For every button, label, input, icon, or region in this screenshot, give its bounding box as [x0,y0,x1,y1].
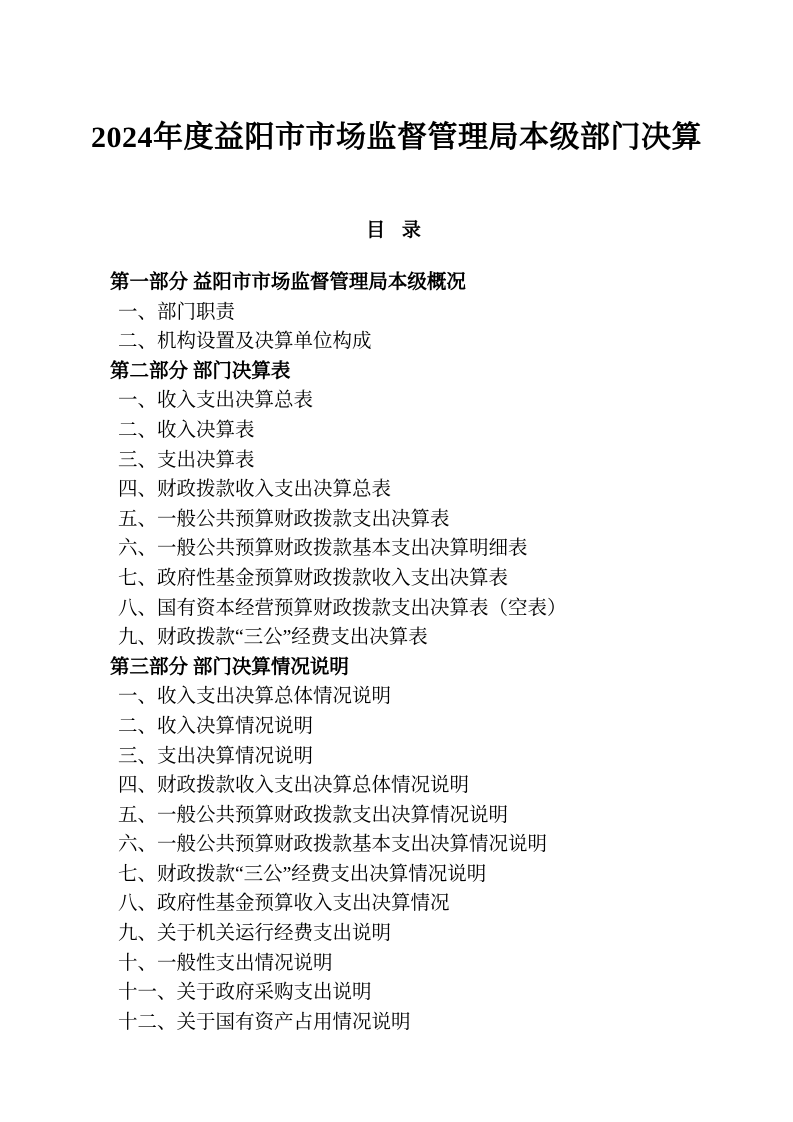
toc-part-heading[interactable]: 第二部分 部门决算表 [110,360,291,382]
toc-entry[interactable]: 一、收入支出决算总表 [118,390,314,412]
toc-entry[interactable]: 四、财政拨款收入支出决算总表 [118,479,392,501]
toc-entry[interactable]: 十二、关于国有资产占用情况说明 [118,1011,411,1033]
toc-entry[interactable]: 六、一般公共预算财政拨款基本支出决算情况说明 [118,834,548,856]
toc-heading: 目 录 [366,220,427,241]
toc-entry[interactable]: 七、政府性基金预算财政拨款收入支出决算表 [118,567,509,589]
toc-part-heading[interactable]: 第一部分 益阳市市场监督管理局本级概况 [110,272,466,293]
toc-entry[interactable]: 九、关于机关运行经费支出说明 [118,923,392,945]
toc-entry[interactable]: 五、一般公共预算财政拨款支出决算情况说明 [118,804,509,826]
toc-entry[interactable]: 四、财政拨款收入支出决算总体情况说明 [118,775,470,797]
toc-entry[interactable]: 二、机构设置及决算单位构成 [118,331,372,353]
table-of-contents [72,242,721,1037]
toc-entry[interactable]: 二、收入决算情况说明 [118,715,314,737]
toc-entry[interactable]: 九、财政拨款“三公”经费支出决算表 [118,627,428,649]
toc-entry[interactable]: 三、支出决算表 [118,449,255,471]
toc-entry[interactable]: 五、一般公共预算财政拨款支出决算表 [118,508,450,530]
toc-entry[interactable]: 七、财政拨款“三公”经费支出决算情况说明 [118,863,487,885]
page-title: 2024年度益阳市市场监督管理局本级部门决算 [91,121,702,154]
toc-entry[interactable]: 二、收入决算表 [118,419,255,441]
toc-entry[interactable]: 一、收入支出决算总体情况说明 [118,686,392,708]
toc-entry[interactable]: 三、支出决算情况说明 [118,745,314,767]
toc-entry[interactable]: 八、国有资本经营预算财政拨款支出决算表（空表） [118,597,567,619]
toc-entry[interactable]: 十一、关于政府采购支出说明 [118,982,372,1004]
toc-entry[interactable]: 六、一般公共预算财政拨款基本支出决算明细表 [118,538,528,560]
toc-part-heading[interactable]: 第三部分 部门决算情况说明 [110,656,349,678]
toc-entry[interactable]: 一、部门职责 [118,301,236,323]
toc-entry[interactable]: 十、一般性支出情况说明 [118,952,333,974]
toc-entry[interactable]: 八、政府性基金预算收入支出决算情况 [118,893,450,915]
